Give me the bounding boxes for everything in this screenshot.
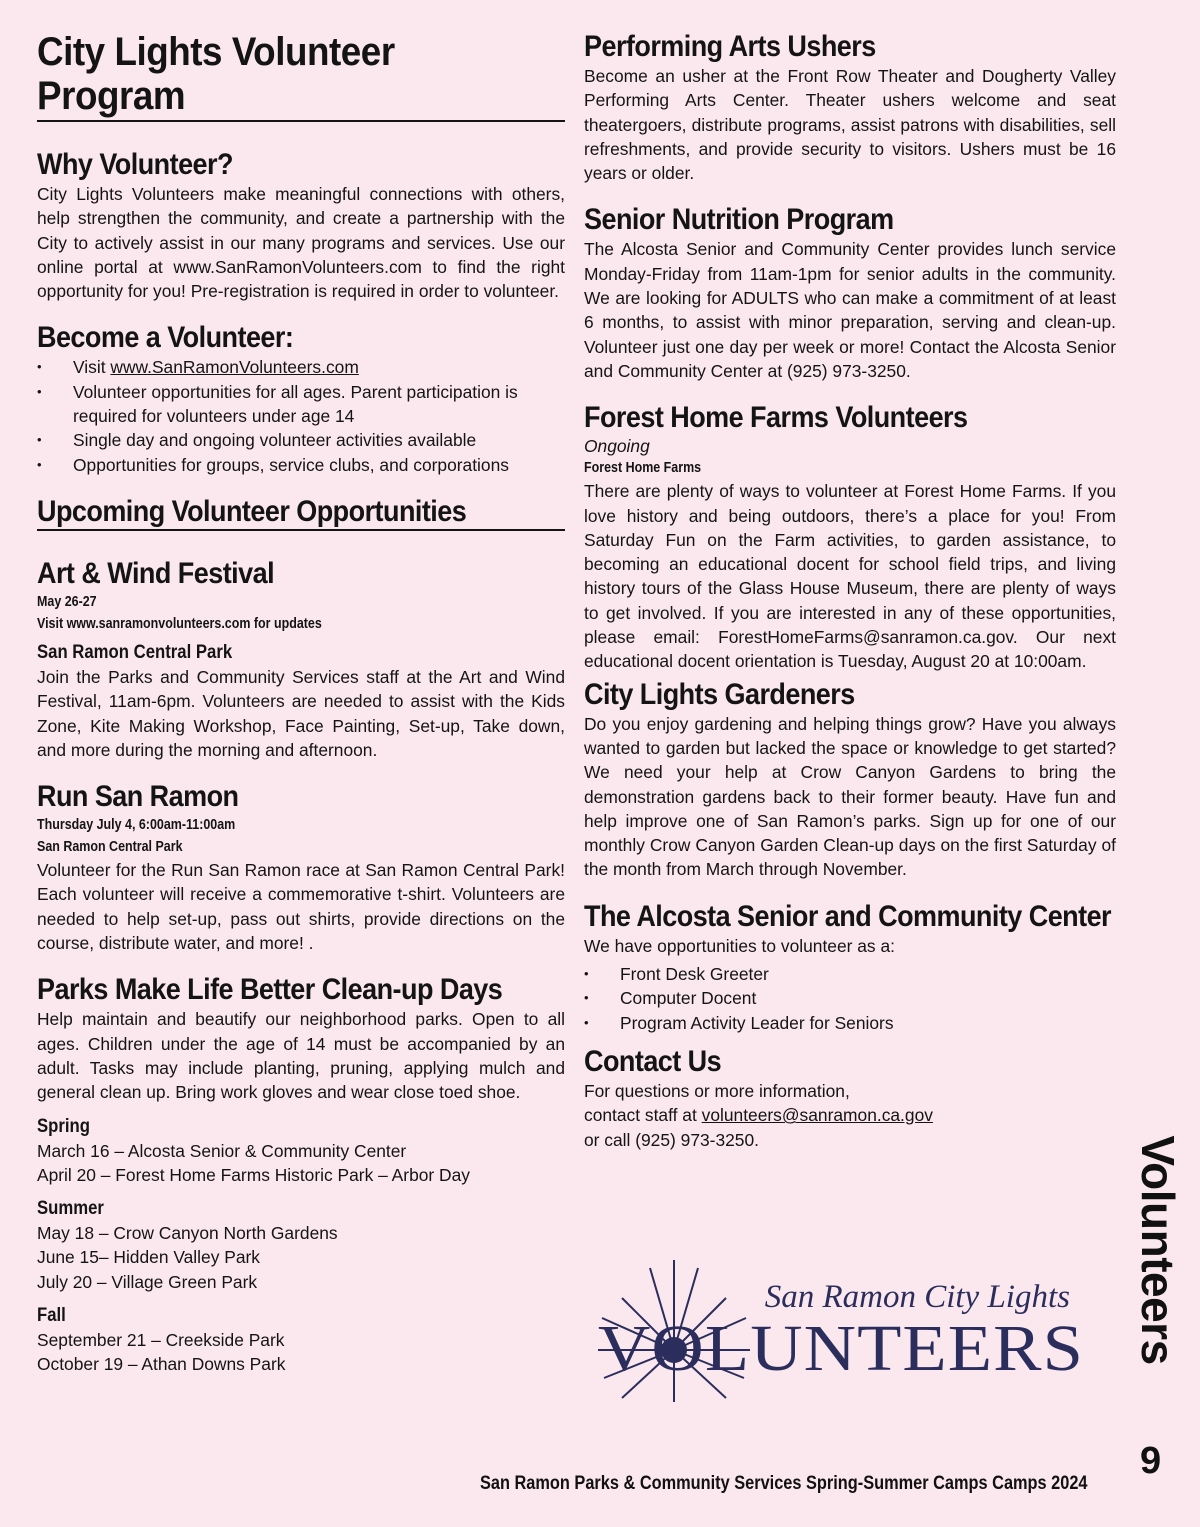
list-item: • Opportunities for groups, service clubs, and corporations <box>37 453 565 477</box>
page-title: City Lights Volunteer Program <box>37 30 395 118</box>
page-footer: San Ramon Parks & Community Services Spring-Summer Camps Camps 2024 <box>480 1473 1088 1494</box>
list-item: • Single day and ongoing volunteer activities available <box>37 428 565 452</box>
contact-line-2: contact staff at volunteers@sanramon.ca.gov <box>584 1105 933 1126</box>
forest-home-heading: Forest Home Farms Volunteers <box>584 401 968 435</box>
forest-home-location: Forest Home Farms <box>584 460 702 477</box>
why-volunteer-heading: Why Volunteer? <box>37 148 233 181</box>
run-san-ramon-location: San Ramon Central Park <box>37 839 183 856</box>
summer-date-2: June 15– Hidden Valley Park <box>37 1247 260 1268</box>
right-column <box>584 30 1116 1152</box>
art-wind-date: May 26-27 <box>37 593 97 610</box>
alcosta-intro: We have opportunities to volunteer as a: <box>584 935 895 956</box>
senior-nutrition-heading: Senior Nutrition Program <box>584 203 894 237</box>
summer-date-3: July 20 – Village Green Park <box>37 1271 258 1292</box>
volunteers-logo <box>584 1252 1104 1402</box>
art-wind-location: San Ramon Central Park <box>37 641 233 663</box>
list-item: • Program Activity Leader for Seniors <box>584 1011 1116 1035</box>
alcosta-list <box>584 962 1116 1035</box>
why-volunteer-text: City Lights Volunteers make meaningful connections with others, help strengthen the community, and create a partnership with the City to actively assist in our many programs and services. Use our online portal at www.SanRamonVolunteers.com to find the right opportunity for you! Pre-registration is required in order to volunteer. <box>37 184 565 302</box>
gardeners-heading: City Lights Gardeners <box>584 677 855 711</box>
become-volunteer-heading: Become a Volunteer: <box>37 321 294 355</box>
parks-cleanup-text: Help maintain and beautify our neighborhood parks. Open to all ages. Children under the age of 14 must be accompanied by an adult. Tasks may include planting, pruning, applying mulch and general clean up. Bring work gloves and wear close toed shoe. <box>37 1009 565 1103</box>
list-item: • Front Desk Greeter <box>584 962 1116 986</box>
list-item: • Volunteer opportunities for all ages. Parent participation is required for volunteers under age 14 <box>37 380 565 429</box>
alcosta-heading: The Alcosta Senior and Community Center <box>584 899 1112 933</box>
left-column <box>37 30 565 1377</box>
spring-label: Spring <box>37 1115 90 1137</box>
upcoming-heading-wrap <box>37 495 565 531</box>
contact-line-3: or call (925) 973-3250. <box>584 1129 759 1150</box>
forest-home-frequency: Ongoing <box>584 436 650 457</box>
fall-label: Fall <box>37 1305 66 1327</box>
fall-date-2: October 19 – Athan Downs Park <box>37 1354 286 1375</box>
logo-script-text: San Ramon City Lights <box>764 1279 1070 1315</box>
art-wind-note: Visit www.sanramonvolunteers.com for updates <box>37 615 322 632</box>
upcoming-opportunities-heading: Upcoming Volunteer Opportunities <box>37 494 467 528</box>
art-wind-heading: Art & Wind Festival <box>37 556 275 590</box>
contact-email-link[interactable]: volunteers@sanramon.ca.gov <box>701 1105 933 1126</box>
section-side-tab-label: Volunteers <box>1132 1135 1184 1365</box>
gardeners-text: Do you enjoy gardening and helping things grow? Have you always wanted to garden but lacked the space or knowledge to get started? We need your help at Crow Canyon Gardens to bring the demonstration gardens back to their former beauty. Have fun and help improve one of San Ramon’s parks. Sign up for one of our monthly Crow Canyon Garden Clean-up days on the first Saturday of the month from March through November. <box>584 713 1116 880</box>
ushers-text: Become an usher at the Front Row Theater and Dougherty Valley Performing Arts Center. Theater ushers welcome and seat theatergoers, distribute programs, assist patrons with disabilities, sell refreshments, and provide security to visitors. Ushers must be 16 years or older. <box>584 66 1116 184</box>
summer-label: Summer <box>37 1198 104 1220</box>
art-wind-text: Join the Parks and Community Services staff at the Art and Wind Festival, 11am-6pm. Volunteers are needed to assist with the Kids Zone, Kite Making Workshop, Face Painting, Set-up, Take down, and more during the morning and afternoon. <box>37 666 565 760</box>
volunteer-portal-link[interactable]: www.SanRamonVolunteers.com <box>110 357 359 378</box>
list-item: • Computer Docent <box>584 986 1116 1010</box>
ushers-heading: Performing Arts Ushers <box>584 30 876 63</box>
spring-date-2: April 20 – Forest Home Farms Historic Park – Arbor Day <box>37 1164 470 1185</box>
senior-nutrition-text: The Alcosta Senior and Community Center provides lunch service Monday-Friday from 11am-1pm for senior adults in the community. We are looking for ADULTS who can make a commitment of at least 6 months, to assist with minor preparation, serving and clean-up. Volunteer just one day per week or more! Contact the Alcosta Senior and Community Center at (925) 973-3250. <box>584 239 1116 381</box>
volunteers-logo-graphic <box>584 1252 1104 1402</box>
contact-line-1: For questions or more information, <box>584 1080 850 1101</box>
section-side-tab <box>1128 1120 1188 1380</box>
page-number: 9 <box>1140 1440 1162 1482</box>
run-san-ramon-heading: Run San Ramon <box>37 780 239 814</box>
logo-word: VOLUNTEERS <box>598 1312 1084 1385</box>
become-volunteer-list <box>37 355 565 476</box>
run-san-ramon-date: Thursday July 4, 6:00am-11:00am <box>37 817 236 834</box>
parks-cleanup-heading: Parks Make Life Better Clean-up Days <box>37 973 503 1007</box>
spring-date-1: March 16 – Alcosta Senior & Community Center <box>37 1140 407 1161</box>
contact-heading: Contact Us <box>584 1044 722 1078</box>
run-san-ramon-text: Volunteer for the Run San Ramon race at San Ramon Central Park! Each volunteer will receive a commemorative t-shirt. Volunteers are needed to help set-up, pass out shirts, provide directions on the course, distribute water, and more! . <box>37 860 565 954</box>
summer-date-1: May 18 – Crow Canyon North Gardens <box>37 1223 338 1244</box>
forest-home-text: There are plenty of ways to volunteer at Forest Home Farms. If you love history and being outdoors, there’s a place for you! From Saturday Fun on the Farm activities, to garden assistance, to becoming an educational docent for school field trips, and living history tours of the Glass House Museum, there are plenty of ways to get involved. If you are interested in any of these opportunities, please email: ForestHomeFarms@sanramon.ca.gov. Our next educational docent orientation is Tuesday, August 20 at 10:00am. <box>584 481 1116 672</box>
list-item: • Visit www.SanRamonVolunteers.com <box>37 355 565 379</box>
fall-date-1: September 21 – Creekside Park <box>37 1330 285 1351</box>
